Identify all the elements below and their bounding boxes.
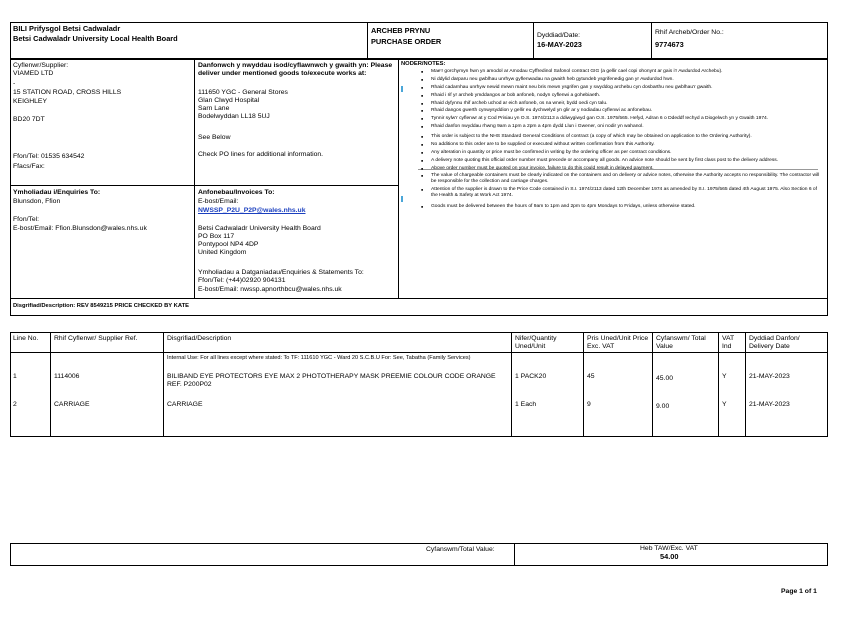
note-item: ■ Tynnir sylw'r cyflenwr at y Cod Prisiau yn O.S. 1974/2113 a ddiwygiwyd gan O.S. 1975/565. Hefyd, Adran 6 o Ddeddf Iechyd a Diogelwch yn y Gwaith 1974. (401, 116, 821, 122)
invoices-line: Betsi Cadwaladr University Health Board (198, 225, 321, 232)
note-item: ■ This order is subject to the NHS Standard General Conditions of contract (a copy of which may be obtained on application to the Ordering Authority). (401, 134, 821, 140)
invoices-email-label: E-bost/Email: (198, 198, 239, 205)
internal-use-note: Internal Use: For all lines except where stated: To TF: 111610 YGC - Ward 20 S.C.B.U For: See, Tabatha (Family Services) (167, 355, 471, 361)
row-1-delivery-date: 21-MAY-2023 (749, 373, 790, 380)
order-no-value: 9774673 (655, 40, 684, 49)
supplier-fax: Ffacs/Fax: (13, 163, 45, 170)
note-item: ■ The value of chargeable containers must be clearly indicated on the containers and on delivery or advice notes, otherwise the Authority accepts no responsibility. The contractor will be responsible for the collection and carriage charges. (401, 173, 821, 185)
see-below-text: See Below (198, 134, 231, 141)
header-vat: VAT Ind (722, 335, 735, 351)
delivery-line: 111650 YGC - General Stores (198, 89, 288, 96)
date-label: Dyddiad/Date: (537, 32, 581, 39)
delivery-label: Danfonwch y nwyddau isod/cyflawnwch y gwaith yn: Please deliver under mentioned goods to/execute works at: (198, 62, 393, 78)
invoices-email-link[interactable]: NWSSP_P2U_P2P@wales.nhs.uk (198, 207, 306, 214)
row-1-description: BILIBAND EYE PROTECTORS EYE MAX 2 PHOTOTHERAPY MASK PREEMIE COLOUR CODE ORANGE REF. P200P02 (167, 373, 496, 389)
table-col-sep (745, 332, 746, 437)
row-1-total: 45.00 (656, 375, 674, 382)
row-2-total: 9.00 (656, 403, 670, 410)
header-divider-3 (651, 22, 652, 59)
doc-title-welsh: ARCHEB PRYNU (371, 26, 431, 35)
note-item: ■ Rhaid dyfynnu rhif archeb uchod ar eich anfoneb, os na wneir, bydd oedi cyn talu. (401, 101, 821, 107)
table-header-sep (10, 352, 828, 353)
total-value: 54.00 (660, 552, 679, 561)
row-2-description: CARRIAGE (167, 401, 203, 408)
header-description: Disgrifiad/Description (167, 335, 232, 342)
note-item: ■ Attention of the supplier is drawn to the Price Code contained in S.I. 1974/2113 dated 12th December 1974 as amended by S.I. 1975/565 dated 4th August 1975. Also Section 6 of the Health & Safety at Work Act 1974. (401, 187, 821, 199)
supplier-dash: - (13, 80, 16, 87)
table-col-sep (50, 332, 51, 437)
note-item: ■ A delivery note quoting this official order number must precede or accompany all goods. An advice note should be sent by first class post to the delivery address. (401, 158, 821, 164)
row-1-line-no: 1 (13, 373, 17, 380)
row-2-line-no: 2 (13, 401, 17, 408)
row-1-quantity: 1 PACK20 (515, 373, 547, 380)
enquiries-label: Ymholiadau i/Enquiries To: (13, 189, 101, 196)
notes-label: NODER/NOTES: (401, 61, 446, 67)
table-col-sep (652, 332, 653, 437)
note-item: ■ Mae'r gorchymyn hwn yn amodol ar Amodau Cyffredinol Safonol contract GIG (a gellir cael copi ohonynt ar gais i'r Awdurdod Archebu). (401, 69, 821, 75)
supplier-town: KEIGHLEY (13, 98, 47, 105)
table-col-sep (718, 332, 719, 437)
note-item: ■ Rhaid danfon nwyddau rhwng 9am a 1pm a 2pm a 4pm dydd Llun i Gwener, oni nodir yn wahanol. (401, 124, 821, 130)
header-supplier-ref: Rhif Cyflenwr/ Supplier Ref. (54, 335, 138, 342)
row-2-supplier-ref: CARRIAGE (54, 401, 90, 408)
row-2-unit-price: 9 (587, 401, 591, 408)
note-item: ■ Ni ddylid darparu neu gwblhau unrhyw gyflenwadau na gwaith heb gytundeb ysgrifenedig gan yr Awdurdod hwn. (401, 77, 821, 83)
info-divider-1 (194, 59, 195, 298)
description-sep (10, 298, 828, 299)
row-1-unit-price: 45 (587, 373, 595, 380)
info-divider-2 (398, 59, 399, 298)
exc-vat-label: Heb TAW/Exc. VAT (640, 545, 698, 552)
delivery-line: Bodelwyddan LL18 5UJ (198, 113, 270, 121)
check-po-text: Check PO lines for additional information. (198, 151, 324, 158)
enquiries-email: E-bost/Email: Ffion.Blunsdon@wales.nhs.uk (13, 225, 147, 232)
order-no-label: Rhif Archeb/Order No.: (655, 29, 724, 36)
delivery-address (198, 89, 288, 122)
note-item: ■ Rhaid cadarnhau unrhyw newid mewn maint neu bris mewn ysgrifen gan y swyddog archebu cyn dosbarthu neu gwblhau'r gwaith. (401, 85, 821, 91)
note-item: ■ Goods must be delivered between the hours of 9am to 1pm and 2pm to 4pm Mondays to Fridays, unless otherwise stated. (401, 204, 821, 210)
page-number: Page 1 of 1 (781, 588, 817, 595)
invoices-line: PO Box 117 (198, 233, 235, 241)
supplier-postcode: BD20 7DT (13, 116, 45, 123)
delivery-line: Glan Clwyd Hospital (198, 97, 260, 105)
total-box (10, 543, 828, 566)
statements-tel: Ffon/Tel: (+44)02920 904131 (198, 277, 286, 284)
row-1-supplier-ref: 1114006 (54, 373, 80, 380)
supplier-phone: Ffon/Tel: 01535 634542 (13, 153, 85, 160)
invoices-line: Pontypool NP4 4DP (198, 241, 259, 249)
header-total: Cyfanswm/ Total Value (656, 335, 706, 351)
total-label: Cyfanswm/Total Value: (426, 546, 495, 553)
total-divider (514, 543, 515, 566)
table-col-sep (511, 332, 512, 437)
row-1-vat: Y (722, 373, 727, 380)
row-2-delivery-date: 21-MAY-2023 (749, 401, 790, 408)
table-col-sep (163, 332, 164, 437)
doc-title-english: PURCHASE ORDER (371, 37, 442, 46)
info-hsep (10, 185, 398, 186)
note-item: ■ No additions to this order are to be supplied or executed without written confirmation from this Authority. (401, 142, 821, 148)
header-quantity: Nifer/Quantity Uned/Unit (515, 335, 557, 351)
row-2-quantity: 1 Each (515, 401, 537, 408)
date-value: 16-MAY-2023 (537, 40, 582, 49)
org-name-welsh: BILI Prifysgol Betsi Cadwaladr (13, 24, 121, 33)
description-line: Disgrifiad/Description: REV 8549215 PRICE CHECKED BY KATE (13, 303, 189, 309)
enquiries-tel: Ffon/Tel: (13, 216, 40, 223)
invoices-line: United Kingdom (198, 249, 247, 257)
delivery-line: Sarn Lane (198, 105, 230, 113)
table-col-sep (583, 332, 584, 437)
statements-label: Ymholiadau a Datganiadau/Enquiries & Statements To: (198, 269, 364, 276)
note-item: ■ Any alteration in quantity or price must be confirmed in writing by the ordering officer as per contract conditions. (401, 150, 821, 156)
header-line-no: Line No. (13, 335, 39, 342)
note-item: ■ Rhaid dangos gwerth cynwysyddion y gellir eu dychwelyd yn glir ar y nodiadau cyflenwi ac anfonebau. (401, 108, 821, 114)
header-delivery-date: Dyddiad Danfon/ Delivery Date (749, 335, 800, 351)
statements-email: E-bost/Email: nwssp.apnorthbcu@wales.nhs.uk (198, 286, 342, 293)
header-unit-price: Pris Uned/Unit Price Exc. VAT (587, 335, 649, 351)
org-name-english: Betsi Cadwaladr University Local Health Board (13, 34, 178, 43)
supplier-label: Cyflenwr/Supplier: (13, 62, 69, 69)
notes-list (401, 69, 821, 212)
supplier-address: 15 STATION ROAD, CROSS HILLS (13, 89, 122, 96)
row-2-vat: Y (722, 401, 727, 408)
invoices-label: Anfonebau/Invoices To: (198, 189, 275, 196)
invoices-address (198, 225, 321, 258)
note-item: ■ Rhaid i rif yr archeb ymddangos ar bob anfoneb, nodyn cyflenwi a gohebiaeth. (401, 93, 821, 99)
header-divider-2 (533, 22, 534, 59)
enquiries-name: Blunsdon, Ffion (13, 198, 61, 205)
note-item: ■ Above order number must be quoted on your invoice, failure to do this could result in delayed payment. (401, 166, 821, 172)
header-divider-1 (367, 22, 368, 59)
supplier-name: VIAMED LTD (13, 70, 54, 77)
